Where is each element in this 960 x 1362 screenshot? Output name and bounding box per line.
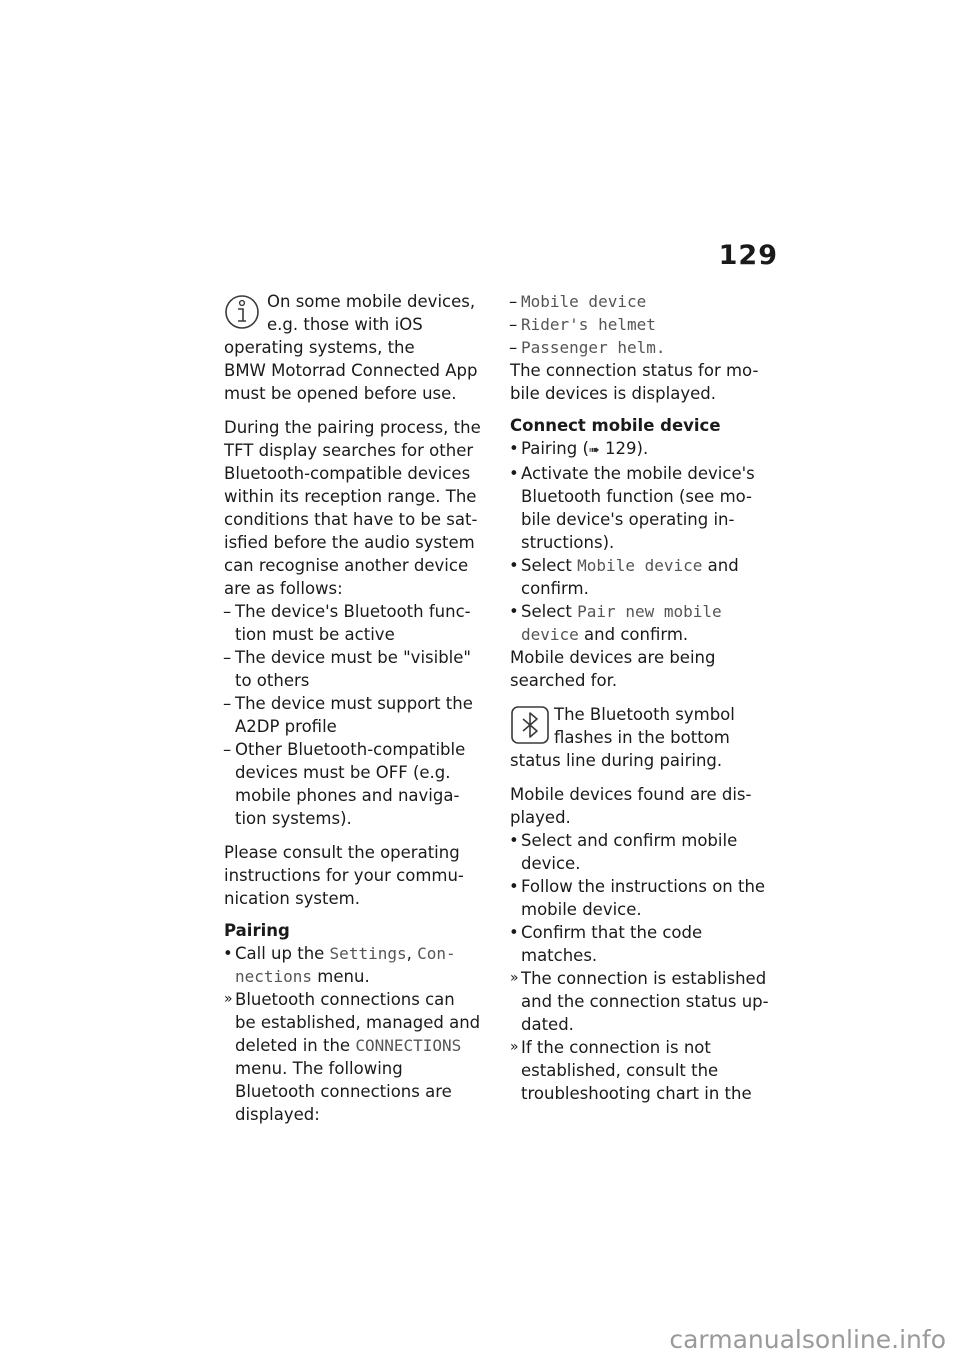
bluetooth-icon: [510, 705, 550, 745]
intro-line: TFT display searches for other: [224, 441, 474, 460]
result-line: and the connection status up-: [521, 992, 769, 1011]
result-item: [510, 967, 775, 1036]
menu-term: device: [521, 625, 579, 644]
consult-line: instructions for your commu-: [224, 866, 464, 885]
note-line: operating systems, the: [224, 338, 415, 357]
connections-list: [510, 290, 775, 359]
step-line: device.: [521, 854, 581, 873]
consult-line: Please consult the operating: [224, 843, 460, 862]
step-line: matches.: [521, 946, 598, 965]
step-line: [235, 942, 492, 965]
step-text: Pairing (: [521, 439, 589, 458]
step-text: and: [702, 556, 739, 575]
list-item: [510, 554, 775, 600]
intro-line: During the pairing process, the: [224, 418, 481, 437]
step-line: [521, 600, 775, 623]
step-line: structions).: [521, 533, 615, 552]
step-line: mobile device.: [521, 900, 642, 919]
list-item: [510, 437, 775, 462]
list-item-line: tion must be active: [235, 625, 395, 644]
connection-name: Mobile device: [521, 292, 647, 311]
step-text: Select: [521, 556, 578, 575]
left-column: [224, 290, 492, 1126]
list-item: [510, 875, 775, 921]
connection-name: Passenger helm.: [521, 338, 666, 357]
watermark: carmanualsonline.info: [669, 1325, 946, 1354]
intro-line: Bluetooth-compatible devices: [224, 464, 471, 483]
note-line: flashes in the bottom: [554, 728, 730, 747]
result-line: » If the connection is not: [521, 1038, 711, 1057]
consult-paragraph: [224, 841, 492, 910]
step-text: 129).: [599, 439, 649, 458]
menu-term: CONNECTIONS: [355, 1036, 462, 1055]
connect-heading: Connect mobile device: [510, 416, 721, 435]
list-item: [224, 600, 492, 646]
list-item-line: mobile phones and naviga-: [235, 786, 460, 805]
list-item-line: devices must be OFF (e.g.: [235, 763, 451, 782]
list-item: [224, 942, 492, 988]
list-item: [510, 829, 775, 875]
step-line: • Follow the instructions on the: [521, 877, 766, 896]
step-text: menu.: [312, 967, 370, 986]
note-line: On some mobile devices,: [267, 292, 476, 311]
menu-term: Pair new mobile: [577, 602, 722, 621]
result-line: dated.: [521, 1015, 574, 1034]
searched-line: searched for.: [510, 671, 618, 690]
consult-line: nication system.: [224, 889, 360, 908]
step-line: [521, 554, 775, 577]
result-item: [224, 988, 492, 1126]
list-item: [224, 646, 492, 692]
intro-line: can recognise another device: [224, 556, 469, 575]
menu-term: nections: [235, 967, 313, 986]
status-line: The connection status for mo-: [510, 361, 759, 380]
status-line: bile devices is displayed.: [510, 384, 716, 403]
found-line: Mobile devices found are dis-: [510, 785, 752, 804]
found-paragraph: [510, 783, 775, 829]
found-steps: [510, 829, 775, 1105]
conditions-list: [224, 600, 492, 830]
result-line: [235, 1034, 492, 1057]
found-line: played.: [510, 808, 571, 827]
list-item: [510, 290, 775, 313]
info-icon: [224, 292, 262, 332]
step-line: Bluetooth function (see mo-: [521, 487, 752, 506]
list-item: [510, 921, 775, 967]
list-item: [510, 462, 775, 554]
bluetooth-note: [510, 703, 775, 772]
list-item-line: to others: [235, 671, 310, 690]
step-text: Call up the: [235, 944, 330, 963]
list-item: [510, 600, 775, 646]
step-line: bile device's operating in-: [521, 510, 735, 529]
note-line: e.g. those with iOS: [267, 315, 423, 334]
step-line: [235, 965, 492, 988]
result-line: displayed:: [235, 1105, 320, 1124]
result-line: be established, managed and: [235, 1013, 481, 1032]
list-item-line: – The device's Bluetooth func-: [235, 602, 471, 621]
step-line: • Confirm that the code: [521, 923, 703, 942]
result-item: [510, 1036, 775, 1105]
list-item-line: – Other Bluetooth-compatible: [235, 740, 466, 759]
page-number: 129: [718, 240, 778, 271]
list-item: [510, 336, 775, 359]
intro-line: within its reception range. The: [224, 487, 477, 506]
result-line: Bluetooth connections are: [235, 1082, 452, 1101]
result-line: menu. The following: [235, 1059, 403, 1078]
step-line: • Activate the mobile device's: [521, 464, 755, 483]
list-item: [510, 313, 775, 336]
menu-term: Con-: [417, 944, 456, 963]
list-item-line: – The device must support the: [235, 694, 473, 713]
list-item: [224, 692, 492, 738]
info-note: [224, 290, 492, 405]
intro-paragraph: [224, 416, 492, 600]
pairing-steps: [224, 942, 492, 1126]
step-text: Select: [521, 602, 578, 621]
intro-line: are as follows:: [224, 579, 343, 598]
note-line: BMW Motorrad Connected App: [224, 361, 478, 380]
step-line: • Select and confirm mobile: [521, 831, 738, 850]
list-item: [224, 738, 492, 830]
intro-line: isfied before the audio system: [224, 533, 475, 552]
pairing-heading: Pairing: [224, 921, 290, 940]
right-column: [510, 290, 775, 1105]
result-line: established, consult the: [521, 1061, 719, 1080]
searched-line: Mobile devices are being: [510, 648, 716, 667]
menu-term: Settings: [329, 944, 407, 963]
intro-line: conditions that have to be sat-: [224, 510, 478, 529]
note-line: must be opened before use.: [224, 384, 457, 403]
list-item-line: – The device must be "visible": [235, 648, 472, 667]
step-line: confirm.: [521, 579, 589, 598]
connect-steps: [510, 437, 775, 646]
result-line: troubleshooting chart in the: [521, 1084, 752, 1103]
list-item-line: A2DP profile: [235, 717, 337, 736]
note-line: The Bluetooth symbol: [554, 705, 735, 724]
connection-name: Rider's helmet: [521, 315, 656, 334]
step-text: and confirm.: [578, 625, 689, 644]
note-line: status line during pairing.: [510, 751, 723, 770]
list-item-line: tion systems).: [235, 809, 352, 828]
result-line: » The connection is established: [521, 969, 767, 988]
menu-term: Mobile device: [577, 556, 703, 575]
step-line: [521, 623, 775, 646]
step-text: ,: [406, 944, 418, 963]
result-text: deleted in the: [235, 1036, 356, 1055]
result-line: » Bluetooth connections can: [235, 990, 455, 1009]
cross-reference-arrow-icon: ➠: [588, 443, 600, 458]
